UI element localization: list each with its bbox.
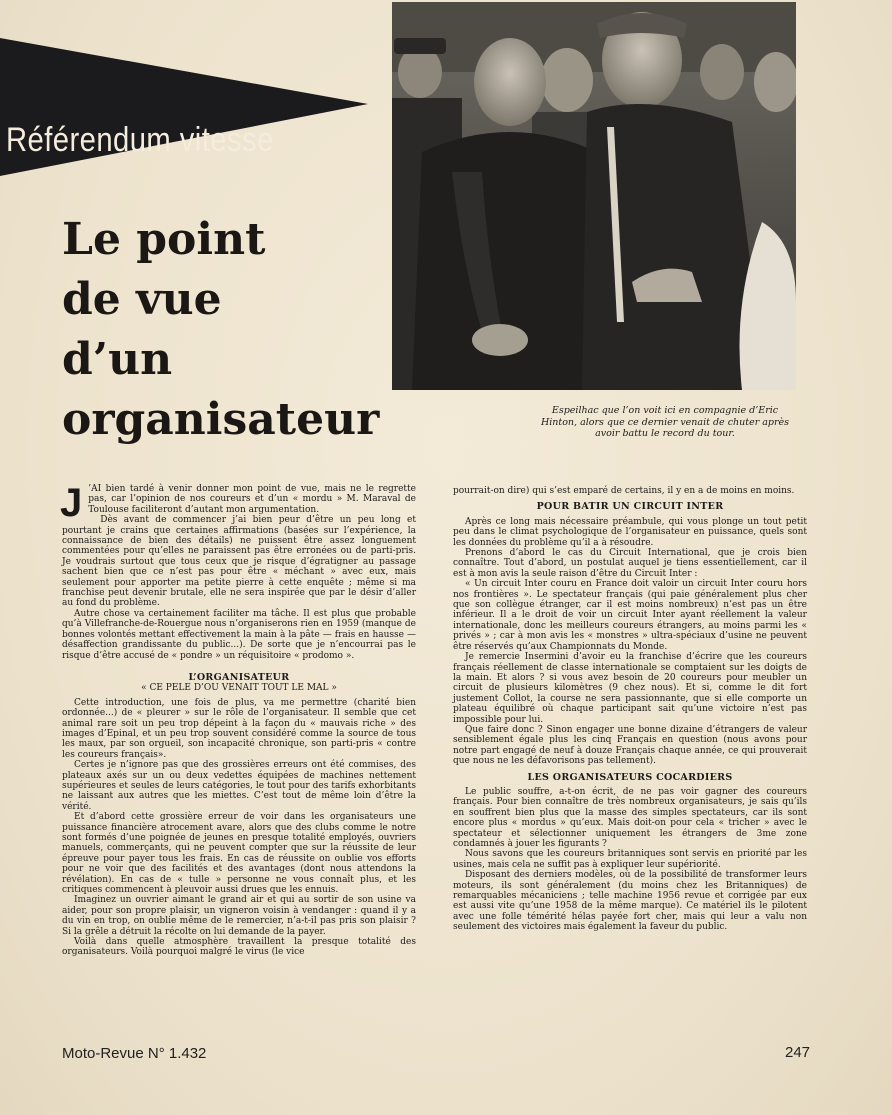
paragraph: Certes je n’ignore pas que des grossières erreurs ont été commises, des plateaux axés sur un ou deux vedettes équipées de machines nettement supérieures et seules de leurs catégories, le tout pour des tarifs exhorbitants ne laissant aux autres que les miettes. C’est tout de même loin d’être la vérité. [62,760,416,812]
paragraph: « Un circuit Inter couru en France doit valoir un circuit Inter couru hors nos frontières ». Le spectateur français (qui paie généralement plus cher que son collègue étranger, car il est moins nombreux) n’est pas un être inférieur. Il a le droit de voir un circuit Inter ayant réellement la valeur internationale, donc les meilleurs coureurs étrangers, au moins parmi les « privés » ; car à mon avis les « monstres » ultra-spéciaux d’usine ne peuvent être réservés qu’aux Championnats du Monde. [453,579,807,652]
title-line-3: d’un [62,334,173,385]
subheading-line: « CE PELE D’OU VENAIT TOUT LE MAL » [141,683,337,694]
photo-illustration [392,2,796,390]
paragraph: Voilà dans quelle atmosphère travaillent la presque totalité des organisateurs. Voilà pourquoi malgré le virus (le vice [62,937,416,958]
paragraph: pourrait-on dire) qui s’est emparé de certains, il y en a de moins en moins. [453,486,795,496]
paragraph: ’AI bien tardé à venir donner mon point de vue, mais ne le regrette pas, car l’opinion de nos coureurs et d’un « mordu » M. Maraval de Toulouse faciliteront d’autant mon argumentation. [88,484,416,515]
photo-caption: Espeilhac que l’on voit ici en compagnie d’Eric Hinton, alors que ce dernier venait de chuter après avoir battu le record du tour. [540,405,790,439]
page-number: 247 [785,1044,811,1061]
article-photo [392,2,796,390]
article-column-right [453,486,807,933]
subheading: L’ORGANISATEUR [188,671,290,683]
drop-cap: J [60,481,83,525]
subheading: LES ORGANISATEURS COCARDIERS [527,771,733,783]
paragraph: Je remercie Insermini d’avoir eu la franchise d’écrire que les coureurs français réellement de classe internationale se comptaient sur les doigts de la main. Et alors ? si vous avez besoin de 20 coureurs pour meubler un circuit de plusieurs kilomètres (9 chez nous). Et si, comme le dit fort justement Collot, la course ne sera passionnante, que si elle comporte un plateau équilibré où chaque participant sait qu’une victoire n’est pas impossible pour lui. [453,652,807,725]
paragraph: Après ce long mais nécessaire préambule, qui vous plonge un tout petit peu dans le climat psychologique de l’organisateur en puissance, quels sont les données du problème qu’il a à résoudre. [453,516,807,548]
paragraph: Le public souffre, a-t-on écrit, de ne pas voir gagner des coureurs français. Pour bien connaître de très nombreux organisateurs, je sais qu’ils en souffrent bien plus que la masse des simples spectateurs, car ils sont encore plus « mordus » qu’eux. Mais doit-on pour cela « tricher » avec le spectateur et sélectionner uniquement les étrangers de 3me zone condamnés à jouer les figurants ? [453,786,807,849]
title-line-2: de vue [62,274,222,325]
paragraph: Et d’abord cette grossière erreur de voir dans les organisateurs une puissance financière atrocement avare, alors que des clubs comme le notre sont formés d’une poignée de jeunes en presque totalité employés, ouvriers manuels, commerçants, qui ne peuvent compter que sur la réussite de leur épreuve pour payer tous les frais. En cas de réussite on oublie vos efforts pour ne voir que des facilités et des avantages (dont nous attendons la révélation). En cas de « tulle » personne ne vous connaît plus, et les critiques commencent à pleuvoir aussi drues que les ennuis. [62,812,416,896]
title-line-1: Le point [62,214,266,265]
section-banner [0,38,368,176]
article-column-left [60,481,416,958]
banner-label: Référendum vitesse [6,121,274,159]
paragraph: Autre chose va certainement faciliter ma tâche. Il est plus que probable qu’à Villefranche-de-Rouergue nous n’organiserons rien en 1959 (manque de bonnes volontés mettant effectivement la main à la pâte — frais en hausse — désaffection grandissante du public...). De sorte que je n’encourrai pas le risque d’être accusé de « pondre » un réquisitoire « prodomo ». [62,608,416,661]
title-line-4: organisateur [62,394,380,445]
paragraph: Dès avant de commencer j’ai bien peur d’être un peu long et pourtant je crains que certaines affirmations (basées sur l’expérience, la connaissance de bien des détails) ne puissent être assez longuement commentées pour qu’elles ne paraissent pas être erronées ou de parti-pris. Je voudrais surtout que tous ceux que je risque d’égratigner au passage sachent bien que ce n’est pas pour être « méchant » avec eux, mais seulement pour apporter ma petite pierre à cette enquête ; même si ma franchise peut devenir brutale, elle ne sera inspirée que par le désir d’aller au fond du problème. [62,515,416,609]
subheading: POUR BATIR UN CIRCUIT INTER [536,501,724,513]
paragraph: Que faire donc ? Sinon engager une bonne dizaine d’étrangers de valeur sensiblement égale plus les cinq Français en question (nous avons pour notre part engagé de neuf à douze Français chaque année, ce qui prouverait que nous ne les défavorisons pas tellement). [453,724,807,767]
paragraph: Prenons d’abord le cas du Circuit International, que je crois bien connaître. Tout d’abord, un postulat auquel je tiens essentiellement, car il est à mon avis la seule raison d’être du Circuit Inter : [453,548,807,579]
magazine-issue: Moto-Revue N° 1.432 [62,1045,207,1062]
article-title [62,210,387,450]
paragraph: Cette introduction, une fois de plus, va me permettre (charité bien ordonnée...) de « pleurer » sur le rôle de l’organisateur. Il semble que cet animal rare soit un peu trop dépeint à la façon du « mauvais riche » des images d’Epinal, et un peu trop souvent considéré comme la source de tous les maux, par son orgueil, son incapacité chronique, son parti-pris « contre les coureurs français». [62,697,416,760]
paragraph: Nous savons que les coureurs britanniques sont servis en priorité par les usines, mais cela ne suffit pas à expliquer leur supériorité. [453,849,807,870]
paragraph: Disposant des derniers modèles, où de la possibilité de transformer leurs moteurs, ils sont généralement (du moins chez les Britanniques) de remarquables mécaniciens ; telle machine 1956 revue et corrigée par eux est aussi vite qu’une 1958 de la même marque). Ce matériel ils le pilotent avec une folle témérité hélas payée fort cher, mais qui leur a valu non seulement des victoires mais également la faveur du public. [453,870,807,933]
paragraph: Imaginez un ouvrier aimant le grand air et qui au sortir de son usine va aider, pour son propre plaisir, un vigneron voisin à vendanger : quand il y a du vin en trop, on oublie même de le remercier, n’a-t-il pas pris son plaisir ? Si la grêle a détruit la récolte on lui demande de la payer. [62,895,416,937]
